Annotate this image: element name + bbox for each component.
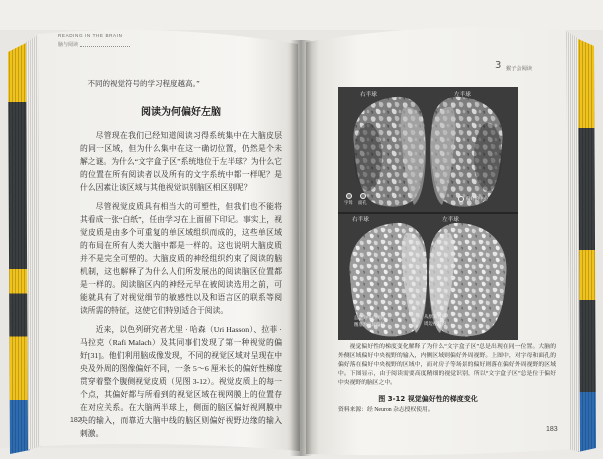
legend-faces-icon — [360, 193, 366, 199]
page-number-right: 183 — [546, 426, 558, 433]
legend-center-preference-icon — [458, 196, 464, 202]
bottom-note-left-line: 精准为字母偏好 — [354, 323, 385, 328]
bottom-label-left-hemisphere: 左半球 — [442, 217, 459, 223]
chapter-number: 3 — [495, 60, 502, 71]
running-head-dotted-rule — [80, 46, 130, 47]
figure-caption: 图 3-12 视觉偏好性的梯度变化 — [378, 395, 478, 403]
chapter-title: 猴子会阅读 — [506, 66, 532, 72]
left-page-text-column — [80, 78, 282, 438]
brain-figure-image — [338, 87, 518, 340]
page-number-left: 182 — [70, 417, 82, 424]
running-head-english: READING IN THE BRAIN — [58, 33, 123, 38]
panel-divider — [338, 212, 518, 214]
top-label-left-hemisphere: 左半球 — [454, 92, 471, 98]
figure-3-12 — [338, 87, 518, 340]
lead-line: 不同的视觉符号的学习程度越高。” — [87, 79, 200, 88]
running-head-chinese: 脑与阅读 — [58, 43, 79, 48]
legend-label: 偏好的中心 — [466, 197, 488, 202]
bottom-note-left-line: 总是为中心视野 — [354, 316, 385, 321]
figure-note: 视觉偏好性的梯度变化解释了为什么“文字盒子区”总是出现在同一位置。大脑的外侧区域偏好中央视野的输入，内侧区域则偏好外周视野。上图中，对字母和面孔的偏好落在偏好中央视野的区域中，而对房子等场景的偏好则落在偏好外周视野的区域中。下图显示，由于阅读需要高度精细的视觉识别，所以“文字盒子区”总是位于偏好中央视野的脑区之中。 — [338, 344, 556, 386]
body-paragraph: 尽管现在我们已经知道阅读习得系统集中在大脑皮层的同一区域，但为什么集中在这一确切位置，仍然是个未解之谜。为什么“文字盒子区”系统地位于左半球？为什么它的位置在所有阅读者以及所有的文字系统中都一样呢？是什么因素让该区域与其他视觉识别脑区相区别呢？ — [80, 131, 282, 192]
figure-source: 资料来源：经 Neuron 杂志授权使用。 — [338, 407, 434, 413]
book-spine-shadow — [290, 40, 312, 456]
bottom-label-right-hemisphere: 右半球 — [352, 217, 369, 223]
background-top — [0, 0, 603, 30]
bottom-note-right-line: 周边视野的 — [424, 322, 446, 327]
legend-label: 面孔 — [358, 201, 367, 206]
lateral-shading-right — [354, 123, 382, 191]
top-label-right-hemisphere: 右半球 — [360, 92, 377, 98]
body-paragraph: 尽管视觉皮质具有相当大的可塑性，但我们也不能将其看成一张“白纸”，任由学习在上面留下印记。事实上，视觉皮质是由多个可重复的单区域组织而成的，这些单区域的布局在所有人类大脑中都是一样的。这也说明大脑皮质并不是完全可塑的。大脑皮质的神经组织约束了阅读的脑机制，这也解释了为什么人们所发展出的阅读脑区位置都是一样的。阅读脑区内的神经元早在被阅读选用之前，可能就具有了对视觉细节的敏感性以及和语言区的联系等阅读所需的特征，这使它们特别适合于阅读。 — [80, 202, 282, 315]
figure-text-block — [338, 343, 556, 427]
section-heading: 阅读为何偏好左脑 — [141, 107, 221, 118]
body-paragraph: 近来，以色列研究者尤里 · 哈森（Uri Hasson）、拉菲 · 马拉克（Rafi Malach）及其同事们发现了第一种视觉的偏好[31]。他们利用脑成像发现，不同的视觉区域对呈现在中央及外周的图像偏好不同，一条 5～6 厘米长的偏好性梯度贯穿着整个腹侧视觉皮质（见图 3-12）。视觉皮质上的每一个点，其偏好都与所看到的视觉区域在视网膜上的位置存在对应关系。在大脑两半球上，侧面的脑区偏好视网膜中央的输入，而靠近大脑中线的脑区则偏好视野边缘的输入刺激。 — [80, 325, 282, 438]
legend-letters-icon — [346, 193, 352, 199]
bottom-note-right-line: 从原来看到 — [424, 315, 446, 320]
lateral-shading-left — [474, 123, 502, 191]
legend-label: 字母 — [344, 201, 353, 206]
